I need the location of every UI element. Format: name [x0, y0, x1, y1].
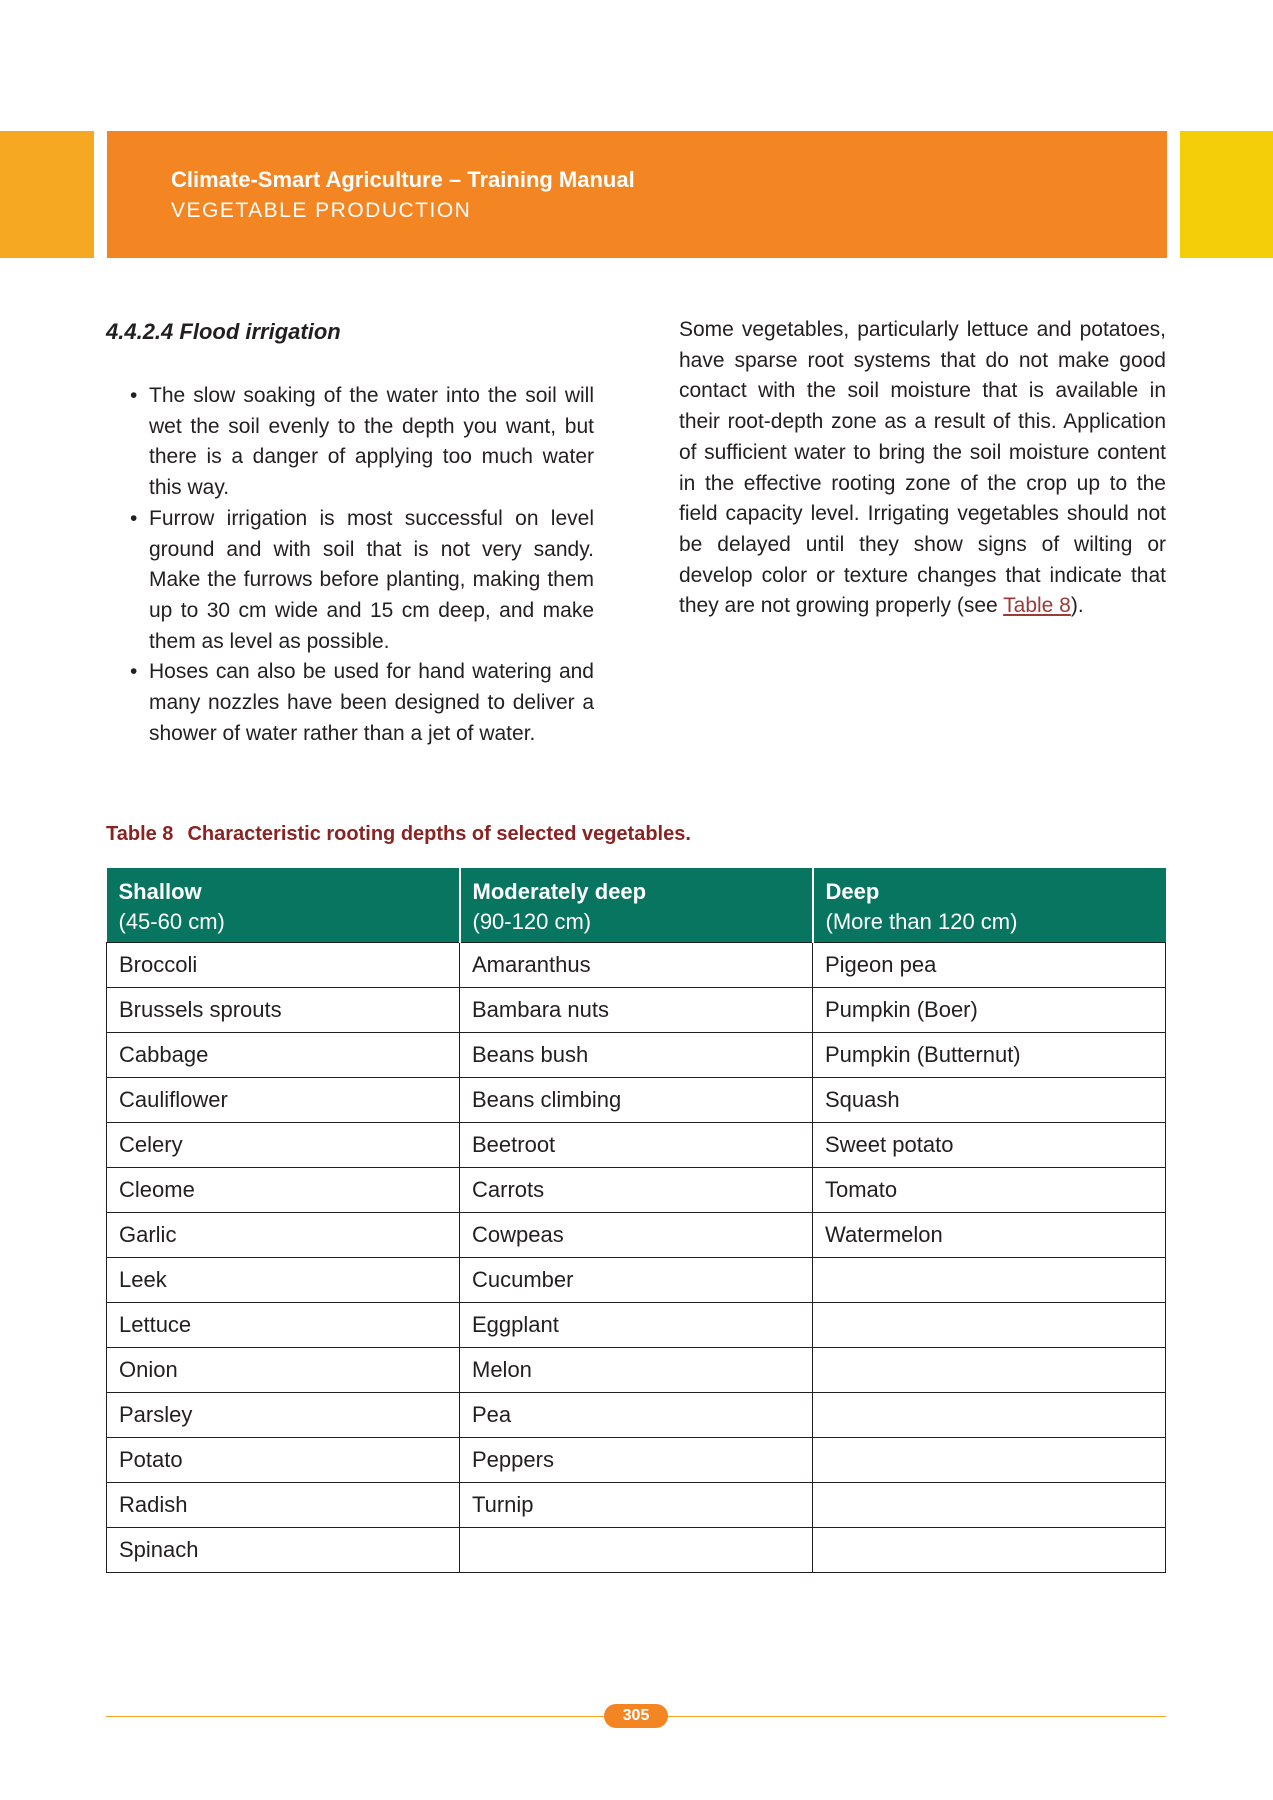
table-cell: [813, 1348, 1166, 1393]
table-cell: Turnip: [460, 1483, 813, 1528]
header-label: Shallow: [118, 879, 202, 904]
table-cell: Amaranthus: [460, 943, 813, 988]
table-caption: [106, 823, 691, 846]
table-cell: Beans bush: [460, 1033, 813, 1078]
table-row: [107, 1078, 1166, 1123]
table-cell: Lettuce: [107, 1303, 460, 1348]
table-cell: Pigeon pea: [813, 943, 1166, 988]
rooting-depth-table: [106, 868, 1166, 1573]
paragraph-text: Some vegetables, particularly lettuce and potatoes, have sparse root systems that do not make good contact with the soil moisture that is available in their root-depth zone as a result of this. Application of sufficient water to bring the soil moisture content in the effective rooting zone of the crop up to the field capacity level. Irrigating vegetables should not be delayed until they show signs of wilting or develop color or texture changes that indicate that they are not growing properly (see: [679, 318, 1166, 618]
table-row: [107, 943, 1166, 988]
table-row: [107, 1258, 1166, 1303]
left-color-tab: [0, 131, 94, 258]
header-label: Deep: [825, 879, 880, 904]
table-cell: Cauliflower: [107, 1078, 460, 1123]
header-label: Moderately deep: [472, 879, 647, 904]
table-row: [107, 1348, 1166, 1393]
footer-rule-left: [106, 1716, 604, 1717]
table-cell: Eggplant: [460, 1303, 813, 1348]
bullet-list: [106, 381, 594, 749]
table-body: [107, 943, 1166, 1573]
table-cell: [460, 1528, 813, 1573]
table-row: [107, 1213, 1166, 1258]
table-cell: [813, 1483, 1166, 1528]
table-cell: Parsley: [107, 1393, 460, 1438]
table-cell: Tomato: [813, 1168, 1166, 1213]
section-heading: 4.4.2.4 Flood irrigation: [106, 319, 341, 344]
table-cell: Brussels sprouts: [107, 988, 460, 1033]
table-cell: Celery: [107, 1123, 460, 1168]
table-cell: Leek: [107, 1258, 460, 1303]
table-cell: Bambara nuts: [460, 988, 813, 1033]
table-row: [107, 1393, 1166, 1438]
header-range: (More than 120 cm): [825, 909, 1018, 934]
right-color-tab: [1180, 131, 1273, 258]
table-cell: Beans climbing: [460, 1078, 813, 1123]
header-moderately-deep: [460, 868, 813, 943]
table-cell: Potato: [107, 1438, 460, 1483]
table-cell: [813, 1303, 1166, 1348]
table-cell: Radish: [107, 1483, 460, 1528]
table-cell: Garlic: [107, 1213, 460, 1258]
table-cell: Peppers: [460, 1438, 813, 1483]
left-column: [106, 315, 594, 749]
table-cell: Melon: [460, 1348, 813, 1393]
table-cell: [813, 1438, 1166, 1483]
header-banner: [107, 131, 1167, 258]
table-cell: [813, 1258, 1166, 1303]
right-column: [679, 315, 1166, 622]
table-cell: Watermelon: [813, 1213, 1166, 1258]
table-header-row: [107, 868, 1166, 943]
table-cell: Broccoli: [107, 943, 460, 988]
table-8-link[interactable]: Table 8: [1003, 594, 1071, 618]
table-caption-text: Characteristic rooting depths of selected vegetables.: [187, 823, 691, 845]
table-row: [107, 1438, 1166, 1483]
table-cell: Spinach: [107, 1528, 460, 1573]
table-cell: Cucumber: [460, 1258, 813, 1303]
table-cell: Pea: [460, 1393, 813, 1438]
header-range: (45-60 cm): [118, 909, 225, 934]
table-row: [107, 1483, 1166, 1528]
table-cell: Cabbage: [107, 1033, 460, 1078]
table-cell: Beetroot: [460, 1123, 813, 1168]
table-cell: [813, 1528, 1166, 1573]
table-cell: [813, 1393, 1166, 1438]
table-row: [107, 1303, 1166, 1348]
footer-rule-right: [668, 1716, 1166, 1717]
bullet-item: • Hoses can also be used for hand watering and many nozzles have been designed to deliver a shower of water rather than a jet of water.: [106, 657, 594, 749]
header-deep: [813, 868, 1166, 943]
table-row: [107, 1528, 1166, 1573]
bullet-item: • Furrow irrigation is most successful on level ground and with soil that is not very sandy. Make the furrows before planting, making them up to 30 cm wide and 15 cm deep, and make them as level as possible.: [106, 504, 594, 658]
table-row: [107, 988, 1166, 1033]
table-cell: Cleome: [107, 1168, 460, 1213]
manual-title: Climate-Smart Agriculture – Training Manual: [171, 167, 635, 192]
table-cell: Pumpkin (Boer): [813, 988, 1166, 1033]
table-row: [107, 1168, 1166, 1213]
paragraph-end: ).: [1070, 594, 1084, 618]
page-number: 305: [604, 1704, 668, 1728]
table-cell: Carrots: [460, 1168, 813, 1213]
table-row: [107, 1033, 1166, 1078]
bullet-item: • The slow soaking of the water into the soil will wet the soil evenly to the depth you want, but there is a danger of applying too much water this way.: [106, 381, 594, 504]
table-cell: Sweet potato: [813, 1123, 1166, 1168]
table-row: [107, 1123, 1166, 1168]
table-cell: Squash: [813, 1078, 1166, 1123]
chapter-subtitle: VEGETABLE PRODUCTION: [171, 199, 472, 222]
table-cell: Cowpeas: [460, 1213, 813, 1258]
header-range: (90-120 cm): [472, 909, 592, 934]
header-shallow: [107, 868, 460, 943]
table-cell: Onion: [107, 1348, 460, 1393]
table-cell: Pumpkin (Butternut): [813, 1033, 1166, 1078]
body-paragraph: [679, 315, 1166, 622]
table-caption-number: Table 8: [106, 823, 174, 845]
